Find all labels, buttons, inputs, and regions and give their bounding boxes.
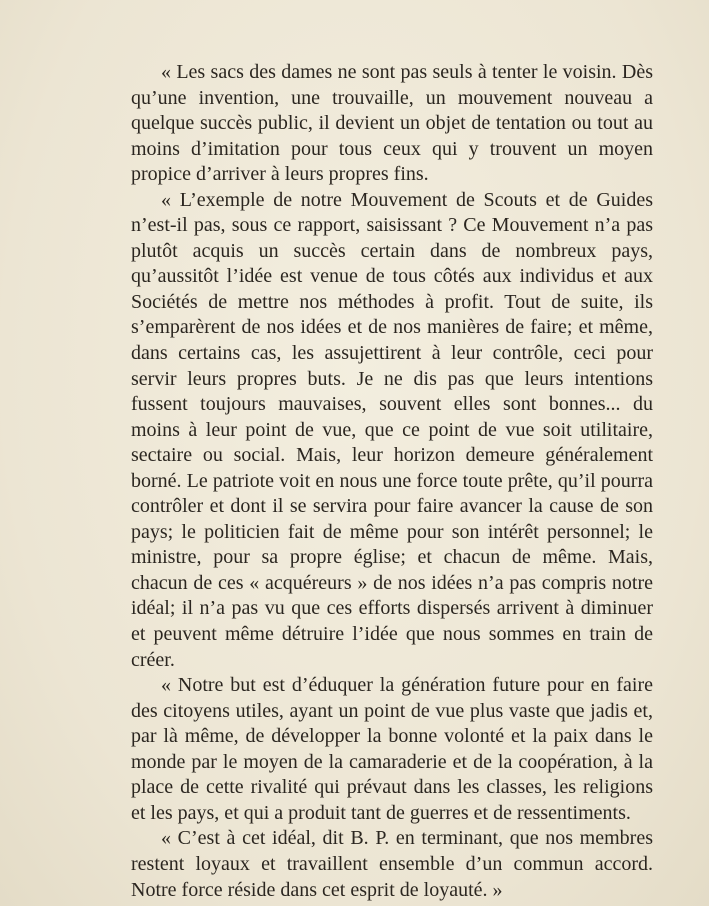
paragraph-3: « Notre but est d’éduquer la génération future pour en faire des citoyens utiles, ayant un point de vue plus vaste que jadis et, par là même, de développer la bonne volonté et la paix dans le monde par le moyen de la camaraderie et de la coopération, à la place de cette rivalité qui prévaut dans les classes, les religions et les pays, et qui a produit tant de guerres et de ressentiments.: [131, 674, 653, 824]
body-text: [131, 60, 653, 903]
paragraph-2: « L’exemple de notre Mouvement de Scouts et de Guides n’est-il pas, sous ce rapport, saisissant ? Ce Mouvement n’a pas plutôt acquis un succès certain dans de nombreux pays, qu’aussitôt l’idée est venue de tous côtés aux individus et aux Sociétés de mettre nos méthodes à profit. Tout de suite, ils s’emparèrent de nos idées et de nos manières de faire; et même, dans certains cas, les assujettirent à leur contrôle, ceci pour servir leurs propres buts. Je ne dis pas que leurs intentions fussent toujours mauvaises, souvent elles sont bonnes... du moins à leur point de vue, que ce point de vue soit utilitaire, sectaire ou social. Mais, leur horizon demeure généralement borné. Le patriote voit en nous une force toute prête, qu’il pourra contrôler et dont il se servira pour faire avancer la cause de son pays; le politicien fait de même pour son intérêt personnel; le ministre, pour sa propre église; et chacun de même. Mais, chacun de ces « acquéreurs » de nos idées n’a pas compris notre idéal; il n’a pas vu que ces efforts dispersés arrivent à diminuer et peuvent même détruire l’idée que nous sommes en train de créer.: [131, 188, 653, 671]
paragraph-1: « Les sacs des dames ne sont pas seuls à tenter le voisin. Dès qu’une invention, une trouvaille, un mouvement nouveau a quelque succès public, il devient un objet de tentation ou tout au moins d’imitation pour tous ceux qui y trouvent un moyen propice d’arriver à leurs propres fins.: [131, 61, 653, 186]
paragraph-4: « C’est à cet idéal, dit B. P. en terminant, que nos membres restent loyaux et travaillent ensemble d’un commun accord. Notre force réside dans cet esprit de loyauté. »: [131, 827, 653, 901]
